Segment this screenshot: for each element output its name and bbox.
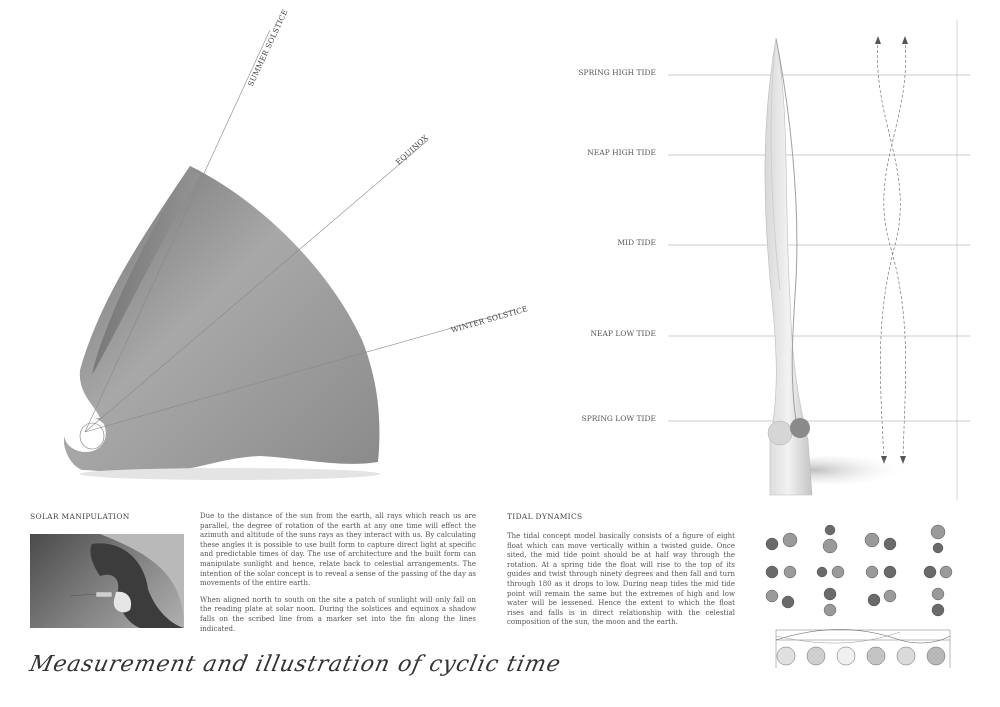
float-diagram [766, 590, 794, 608]
solar-paragraph-2: When aligned north to south on the site a patch of sunlight will only fall on the reading plate at solar noon. During the solstices and equinox a shadow falls on the scribed line from a marker set into the fin along the lines indicated. [200, 595, 476, 633]
tide-label-neap-high: NEAP HIGH TIDE [587, 148, 656, 157]
tide-label-neap-low: NEAP LOW TIDE [590, 329, 656, 338]
tidal-heading: TIDAL DYNAMICS [507, 512, 583, 521]
ray-label-equinox: EQUINOX [394, 133, 430, 167]
solar-paragraph-1: Due to the distance of the sun from the earth, all rays which reach us are parallel, the degree of rotation of the earth at any one time will effect the azimuth and altitude of the suns rays as they interact with us. By calculating these angles it is possible to use built form to capture direct light at specific and predictable times of day. The use of architecture and the built form can manipulate sunlight and hence, relate back to celestial arrangements. The intention of the solar concept is to reveal a sense of the passing of the day as movements of the entire earth. [200, 512, 476, 588]
float-diagram [823, 525, 837, 553]
tide-label-mid: MID TIDE [617, 238, 656, 247]
tide-label-spring-low: SPRING LOW TIDE [581, 414, 656, 423]
float-diagram [932, 588, 944, 616]
float-sequence-strip [776, 630, 950, 669]
tide-label-spring-high: SPRING HIGH TIDE [578, 68, 656, 77]
float-diagram [766, 533, 797, 550]
float-diagram [866, 566, 896, 578]
float-diagram [824, 588, 836, 616]
float-diagram [865, 533, 896, 550]
ray-label-summer-solstice: SUMMER SOLSTICE [246, 7, 290, 88]
page-title: Measurement and illustration of cyclic time [27, 652, 564, 677]
tidal-paragraph: The tidal concept model basically consists of a figure of eight float which can move vertically within a twisted guide. Once sited, the mid tide point should be at half way through the rotation. At a spring tide the float will rise to the top of its guides and twist through ninety degrees and then fall and turn through 180 as it drops to low. During neap tides the mid tide point will remain the same but the extremes of high and low water will be lessened. Hence the extent to which the float rises and falls is in direct relationship with the celestial composition of the sun, the moon and the earth. [507, 532, 735, 627]
float-diagram [868, 590, 896, 606]
float-sequence [777, 647, 945, 665]
float-diagram [766, 566, 796, 578]
solar-heading: SOLAR MANIPULATION [30, 512, 130, 521]
ray-label-winter-solstice: WINTER SOLSTICE [450, 304, 529, 335]
float-diagram [924, 566, 952, 578]
float-diagram [931, 525, 945, 553]
float-diagram [817, 566, 844, 578]
